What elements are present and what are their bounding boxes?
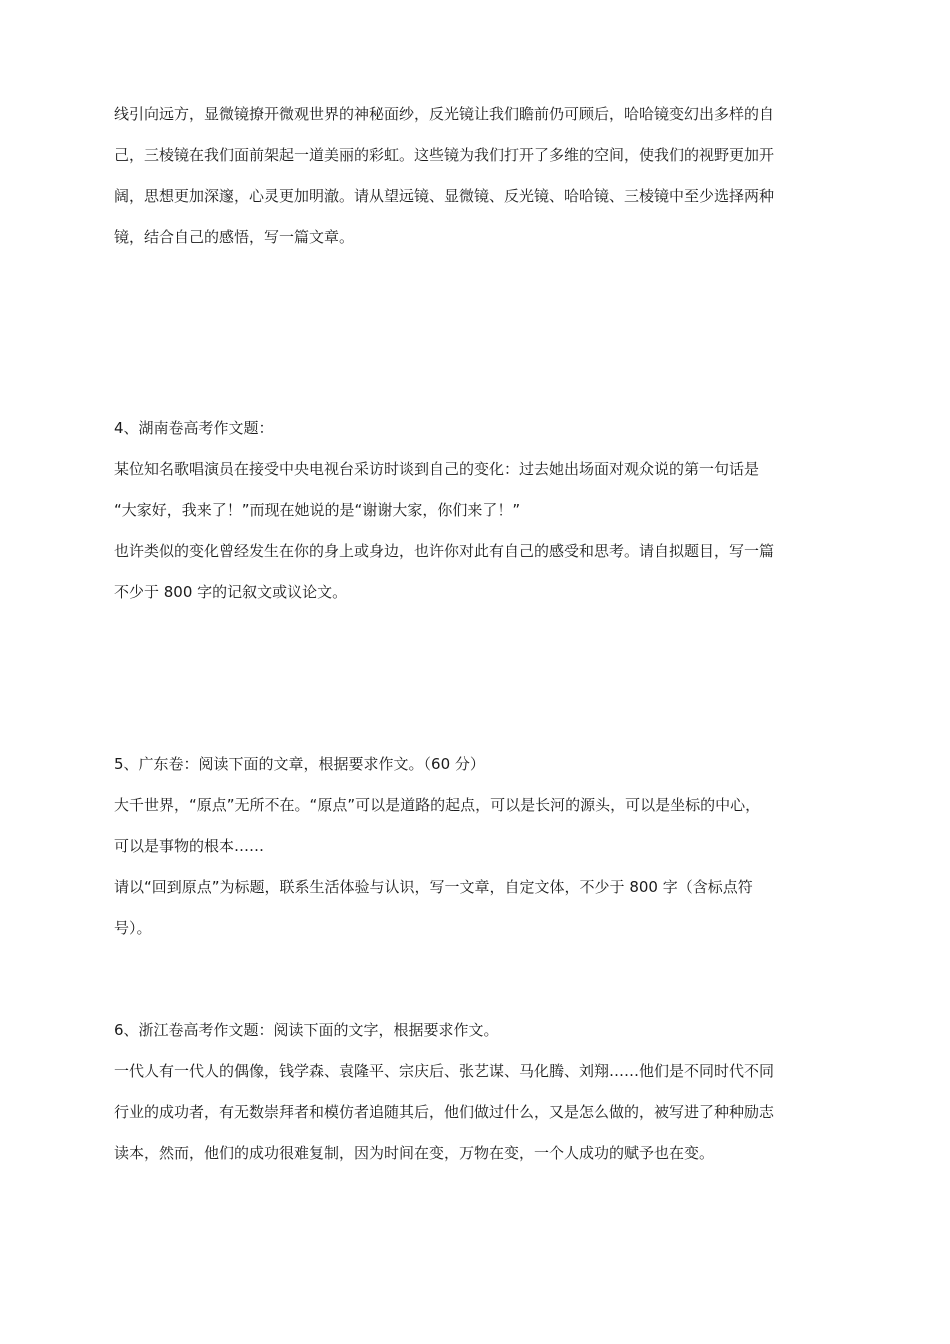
intro-line-4: 镜，结合自己的感悟，写一篇文章。 xyxy=(114,228,355,246)
question-5 xyxy=(114,744,874,949)
question-5-line-4: 号）。 xyxy=(114,919,152,937)
question-4-line-3: 也许类似的变化曾经发生在你的身上或身边，也许你对此有自己的感受和思考。请自拟题目，写一篇 xyxy=(114,542,775,560)
question-6-heading: 6、浙江卷高考作文题：阅读下面的文字，根据要求作文。 xyxy=(114,1021,499,1039)
question-5-heading: 5、广东卷：阅读下面的文章，根据要求作文。（60 分） xyxy=(114,755,485,773)
question-4 xyxy=(114,408,874,613)
question-4-heading: 4、湖南卷高考作文题： xyxy=(114,419,274,437)
question-5-line-3: 请以“回到原点”为标题，联系生活体验与认识，写一文章，自定文体，不少于 800 字（含标点符 xyxy=(114,878,753,896)
intro-paragraph xyxy=(114,94,874,258)
intro-line-2: 己，三棱镜在我们面前架起一道美丽的彩虹。这些镜为我们打开了多维的空间，使我们的视野更加开 xyxy=(114,146,775,164)
question-4-line-2: “大家好，我来了！”而现在她说的是“谢谢大家，你们来了！” xyxy=(114,501,521,519)
question-6 xyxy=(114,1010,874,1174)
intro-line-3: 阔，思想更加深邃，心灵更加明澈。请从望远镜、显微镜、反光镜、哈哈镜、三棱镜中至少选择两种 xyxy=(114,187,775,205)
question-6-line-1: 一代人有一代人的偶像，钱学森、袁隆平、宗庆后、张艺谋、马化腾、刘翔……他们是不同时代不同 xyxy=(114,1062,775,1080)
question-6-line-3: 读本，然而，他们的成功很难复制，因为时间在变，万物在变，一个人成功的赋予也在变。 xyxy=(114,1144,715,1162)
question-6-line-2: 行业的成功者，有无数崇拜者和模仿者追随其后，他们做过什么，又是怎么做的，被写进了种种励志 xyxy=(114,1103,775,1121)
question-5-line-2: 可以是事物的根本…… xyxy=(114,837,265,855)
question-4-line-4: 不少于 800 字的记叙文或议论文。 xyxy=(114,583,348,601)
question-4-line-1: 某位知名歌唱演员在接受中央电视台采访时谈到自己的变化：过去她出场面对观众说的第一句话是 xyxy=(114,460,760,478)
intro-line-1: 线引向远方，显微镜撩开微观世界的神秘面纱，反光镜让我们瞻前仍可顾后，哈哈镜变幻出多样的自 xyxy=(114,105,775,123)
question-5-line-1: 大千世界，“原点”无所不在。“原点”可以是道路的起点，可以是长河的源头，可以是坐标的中心， xyxy=(114,796,761,814)
